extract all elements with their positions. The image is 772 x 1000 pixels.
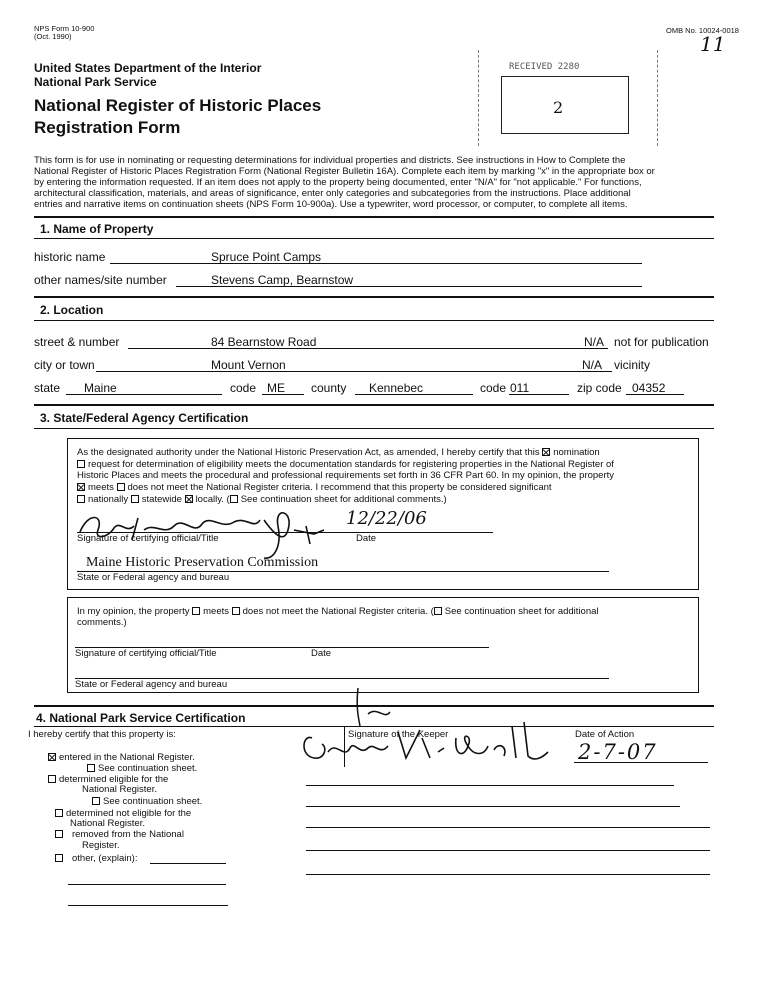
opinion-meets-label: meets bbox=[203, 606, 229, 617]
vicinity-line bbox=[582, 371, 612, 372]
meets-checkbox[interactable] bbox=[77, 483, 85, 491]
entered-checkbox[interactable] bbox=[48, 753, 56, 761]
federal-date-label: Date bbox=[311, 648, 332, 659]
nomination-label: nomination bbox=[553, 447, 600, 458]
removed-checkbox[interactable] bbox=[55, 830, 63, 838]
city-label: city or town bbox=[34, 358, 95, 372]
state-agency-label: State or Federal agency and bureau bbox=[77, 572, 230, 583]
date-of-action-label: Date of Action bbox=[575, 729, 635, 740]
removed-label-2: Register. bbox=[82, 840, 120, 851]
cert-text-2: request for determination of eligibility meets the documentation standards for registering properties in the National Register of bbox=[88, 459, 614, 470]
historic-name-value[interactable]: Spruce Point Camps bbox=[211, 250, 322, 264]
state-code-label: code bbox=[230, 381, 257, 395]
option-entered bbox=[48, 752, 195, 763]
city-line bbox=[96, 371, 608, 372]
county-code-value[interactable]: 011 bbox=[510, 381, 530, 395]
section1-rule bbox=[34, 216, 714, 218]
not-eligible-label-2: National Register. bbox=[70, 818, 145, 829]
section4-intro: I hereby certify that this property is: bbox=[28, 729, 176, 740]
opinion-line-1 bbox=[77, 606, 599, 617]
received-stamp bbox=[478, 50, 658, 146]
keeper-line-1[interactable] bbox=[306, 785, 674, 786]
opinion-does-not-meet-checkbox[interactable] bbox=[232, 607, 240, 615]
section2-underline bbox=[34, 320, 714, 321]
keeper-line-4[interactable] bbox=[306, 850, 710, 851]
instructions-line-5: entries and narrative items on continuation sheets (NPS Form 10-900a). Use a typewriter, word processor, or computer, to complete all items. bbox=[34, 199, 628, 210]
entered-continuation-checkbox[interactable] bbox=[87, 764, 95, 772]
form-date: (Oct. 1990) bbox=[34, 32, 72, 41]
state-date-label: Date bbox=[356, 533, 377, 544]
page-mark: 11 bbox=[700, 32, 726, 56]
department: United States Department of the Interior bbox=[34, 61, 262, 75]
cert-line-1 bbox=[77, 447, 600, 458]
county-value[interactable]: Kennebec bbox=[369, 381, 424, 395]
keeper-line-5[interactable] bbox=[306, 874, 710, 875]
county-label: county bbox=[311, 381, 347, 395]
not-eligible-label: determined not eligible for the bbox=[66, 808, 192, 819]
date-of-action-line bbox=[574, 762, 708, 763]
eligible-label: determined eligible for the bbox=[59, 774, 169, 785]
zip-label: zip code bbox=[577, 381, 622, 395]
option-other bbox=[55, 853, 137, 864]
street-value[interactable]: 84 Bearnstow Road bbox=[211, 335, 317, 349]
opinion-does-not-meet-text: does not meet the National Register criteria. ( bbox=[242, 606, 434, 617]
not-for-publication-label: not for publication bbox=[614, 335, 709, 349]
nationally-label: nationally bbox=[88, 494, 129, 505]
other-explain-line-2[interactable] bbox=[68, 884, 226, 885]
section3-rule bbox=[34, 404, 714, 406]
state-signature-label: Signature of certifying official/Title bbox=[77, 533, 219, 544]
federal-agency-label: State or Federal agency and bureau bbox=[75, 679, 228, 690]
section2-rule bbox=[34, 296, 714, 298]
keeper-handwritten-date: 2-7-07 bbox=[578, 740, 658, 764]
historic-name-line bbox=[110, 263, 642, 264]
state-value[interactable]: Maine bbox=[84, 381, 117, 395]
option-entered-continuation bbox=[87, 763, 197, 774]
federal-signature-label: Signature of certifying official/Title bbox=[75, 648, 217, 659]
vicinity-value[interactable]: N/A bbox=[582, 358, 603, 372]
zip-value[interactable]: 04352 bbox=[632, 381, 666, 395]
section4-heading: 4. National Park Service Certification bbox=[36, 711, 246, 725]
street-label: street & number bbox=[34, 335, 120, 349]
keeper-signature bbox=[298, 686, 558, 776]
section3-underline bbox=[34, 428, 714, 429]
city-value[interactable]: Mount Vernon bbox=[211, 358, 286, 372]
form-number: NPS Form 10-900 bbox=[34, 24, 95, 33]
cert-text-3: Historic Places and meets the procedural and professional requirements set forth in 36 CFR Part 60. In my opinion, the property bbox=[77, 470, 615, 481]
keeper-signature-label: Signature of the Keeper bbox=[348, 729, 449, 740]
cert-line-4 bbox=[77, 482, 552, 493]
form-title-line1: National Register of Historic Places bbox=[34, 96, 322, 115]
instructions-line-3: by entering the information requested. If an item does not apply to the property being documented, enter "N/A" for "not applicable." For functions, bbox=[34, 177, 642, 188]
other-explain-line-3[interactable] bbox=[68, 905, 228, 906]
nomination-checkbox[interactable] bbox=[542, 448, 550, 456]
keeper-line-2[interactable] bbox=[306, 806, 680, 807]
state-agency-value[interactable]: Maine Historic Preservation Commission bbox=[86, 555, 319, 570]
entered-continuation-label: See continuation sheet. bbox=[98, 763, 198, 774]
omb-number: OMB No. 10024-0018 bbox=[666, 26, 739, 35]
county-code-label: code bbox=[480, 381, 507, 395]
form-title-line2: Registration Form bbox=[34, 118, 181, 137]
opinion-text-1: In my opinion, the property bbox=[77, 606, 190, 617]
meets-label: meets bbox=[88, 482, 114, 493]
other-explain-line[interactable] bbox=[150, 863, 226, 864]
eligible-continuation-label: See continuation sheet. bbox=[103, 796, 203, 807]
does-not-meet-checkbox[interactable] bbox=[117, 483, 125, 491]
continuation-checkbox-2[interactable] bbox=[434, 607, 442, 615]
opinion-meets-checkbox[interactable] bbox=[192, 607, 200, 615]
other-checkbox[interactable] bbox=[55, 854, 63, 862]
vicinity-label: vicinity bbox=[614, 358, 651, 372]
section1-underline bbox=[34, 238, 714, 239]
received-stamp-number: 2 bbox=[553, 98, 564, 117]
entered-label: entered in the National Register. bbox=[59, 752, 195, 763]
state-label: state bbox=[34, 381, 61, 395]
received-stamp-box bbox=[501, 76, 629, 134]
continuation-text-1: See continuation sheet for additional comments.) bbox=[240, 494, 447, 505]
removed-label: removed from the National bbox=[72, 829, 184, 840]
opinion-comments: comments.) bbox=[77, 617, 127, 628]
request-checkbox[interactable] bbox=[77, 460, 85, 468]
state-code-value[interactable]: ME bbox=[267, 381, 285, 395]
eligible-label-2: National Register. bbox=[82, 784, 157, 795]
open-paren: ( bbox=[226, 494, 230, 505]
option-eligible-continuation bbox=[92, 796, 202, 807]
locally-label: locally. bbox=[195, 494, 224, 505]
section2-heading: 2. Location bbox=[40, 303, 104, 317]
section1-heading: 1. Name of Property bbox=[40, 222, 154, 236]
not-for-publication-value[interactable]: N/A bbox=[584, 335, 605, 349]
section3-heading: 3. State/Federal Agency Certification bbox=[40, 411, 249, 425]
not-eligible-checkbox[interactable] bbox=[55, 809, 63, 817]
eligible-continuation-checkbox[interactable] bbox=[92, 797, 100, 805]
instructions-line-2: National Register of Historic Places Registration Form (National Register Bulletin 16A). Complete each item by marking "x" in the appropriate box or bbox=[34, 166, 655, 177]
eligible-checkbox[interactable] bbox=[48, 775, 56, 783]
received-stamp-text: RECEIVED 2280 bbox=[509, 62, 580, 72]
instructions-line-1: This form is for use in nominating or requesting determinations for individual properties and districts. See instructions in How to Complete the bbox=[34, 155, 626, 166]
state-handwritten-date: 12/22/06 bbox=[346, 508, 427, 529]
instructions-line-4: architectural classification, materials, and areas of significance, enter only categories and subcategories from the instructions. Place additional bbox=[34, 188, 631, 199]
opinion-continuation-text: See continuation sheet for additional bbox=[444, 606, 599, 617]
service: National Park Service bbox=[34, 75, 157, 89]
statewide-label: statewide bbox=[141, 494, 182, 505]
other-names-value[interactable]: Stevens Camp, Bearnstow bbox=[211, 273, 354, 287]
street-line bbox=[128, 348, 608, 349]
historic-name-label: historic name bbox=[34, 250, 106, 264]
does-not-meet-text: does not meet the National Register criteria. I recommend that this property be considered significant bbox=[127, 482, 552, 493]
option-removed bbox=[55, 829, 184, 840]
cert-line-2 bbox=[77, 459, 614, 470]
other-names-label: other names/site number bbox=[34, 273, 167, 287]
cert-text-1: As the designated authority under the National Historic Preservation Act, as amended, I hereby certify that this bbox=[77, 447, 540, 458]
other-label: other, (explain): bbox=[72, 853, 138, 864]
keeper-line-3[interactable] bbox=[306, 827, 710, 828]
